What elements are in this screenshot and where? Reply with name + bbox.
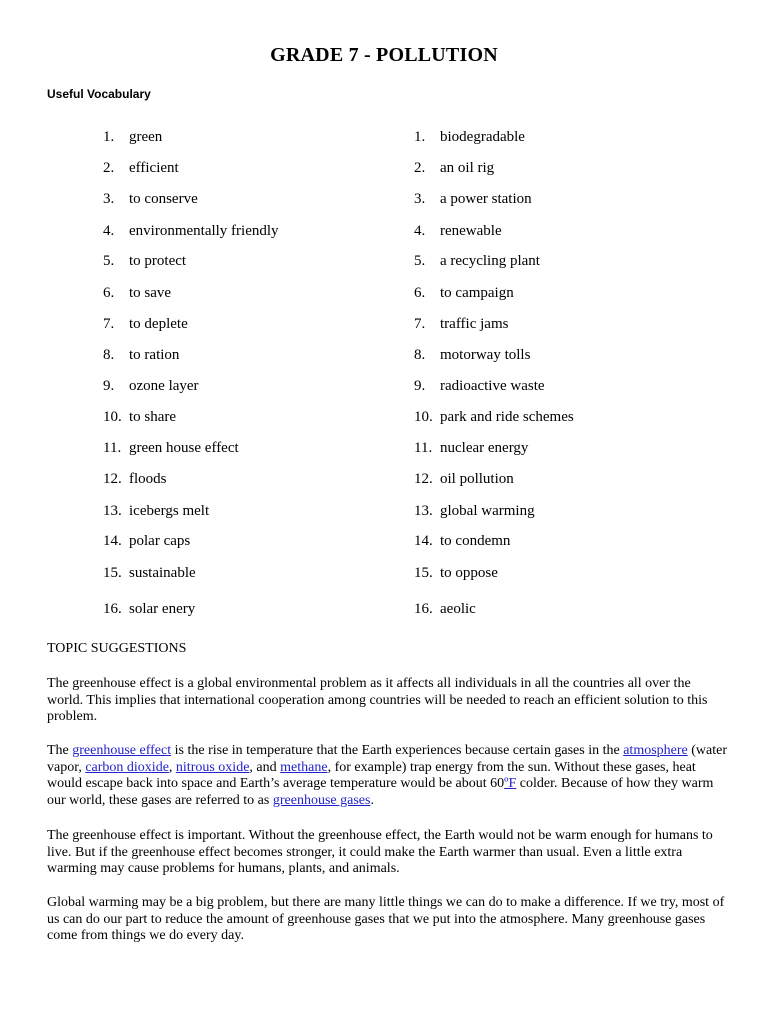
- vocab-item: [103, 281, 171, 305]
- vocab-item-number: 15.: [414, 565, 433, 581]
- para2-text: .: [370, 792, 374, 808]
- vocab-item-number: 13.: [103, 503, 122, 519]
- vocab-item-number: 5.: [103, 253, 115, 269]
- page-title: GRADE 7 - POLLUTION: [270, 44, 498, 66]
- vocab-item: [103, 561, 196, 585]
- vocab-item: [103, 125, 162, 149]
- para2-text: The: [47, 743, 73, 758]
- vocab-item-text: environmentally friendly: [129, 223, 279, 239]
- vocab-item: [414, 529, 510, 553]
- vocab-item: [103, 343, 179, 367]
- vocab-item-number: 13.: [414, 503, 433, 519]
- link-methane[interactable]: methane: [280, 759, 328, 775]
- vocab-item-text: motorway tolls: [440, 347, 531, 363]
- vocab-item-text: sustainable: [129, 565, 196, 581]
- para2-text: (water vapor,: [47, 743, 728, 775]
- vocab-item-number: 2.: [103, 160, 115, 176]
- vocab-item-text: renewable: [440, 223, 502, 239]
- para2-text: colder. Because of how they warm our world, these gases are referred to as: [47, 776, 714, 808]
- vocab-item-text: to protect: [129, 253, 187, 269]
- vocab-item-number: 5.: [414, 253, 426, 269]
- vocab-item: [414, 436, 528, 460]
- vocab-item-text: radioactive waste: [440, 378, 545, 394]
- vocab-item-number: 7.: [414, 316, 426, 332]
- vocab-item: [414, 187, 532, 211]
- vocab-item-number: 8.: [103, 347, 115, 363]
- vocab-item-text: nuclear energy: [440, 440, 529, 456]
- vocab-item-number: 12.: [414, 471, 433, 487]
- vocab-item: [414, 374, 545, 398]
- vocab-item-text: solar enery: [129, 601, 196, 617]
- link-carbon-dioxide[interactable]: carbon dioxide: [85, 759, 169, 775]
- vocab-item-number: 12.: [103, 471, 122, 487]
- vocab-item: [103, 249, 186, 273]
- paragraph-2: [47, 743, 727, 809]
- vocab-heading: Useful Vocabulary: [47, 87, 151, 101]
- vocab-item-text: floods: [129, 471, 167, 487]
- vocab-item-text: green: [129, 129, 163, 145]
- vocab-item-number: 7.: [103, 316, 115, 332]
- link-atmosphere[interactable]: atmosphere: [623, 743, 688, 758]
- vocab-item-text: to campaign: [440, 285, 514, 301]
- vocab-item-number: 6.: [103, 285, 115, 301]
- vocab-item-number: 1.: [414, 129, 426, 145]
- vocab-item-text: efficient: [129, 160, 179, 176]
- vocab-item-number: 9.: [414, 378, 426, 394]
- vocab-item: [414, 561, 498, 585]
- paragraph-1: The greenhouse effect is a global environmental problem as it affects all individuals in all the countries all over the world. This implies that international cooperation among countries will be needed to reach an efficient solution to this problem.: [47, 676, 708, 725]
- vocab-item-number: 16.: [103, 601, 122, 617]
- vocab-item: [414, 156, 494, 180]
- vocab-item-text: a recycling plant: [440, 253, 540, 269]
- vocab-item-text: ozone layer: [129, 378, 199, 394]
- vocab-item-number: 3.: [414, 191, 426, 207]
- vocab-item-text: traffic jams: [440, 316, 509, 332]
- vocab-item-text: biodegradable: [440, 129, 525, 145]
- vocab-item: [103, 312, 188, 336]
- vocab-item-text: polar caps: [129, 533, 191, 549]
- vocab-item-text: aeolic: [440, 601, 476, 617]
- vocab-item: [414, 312, 508, 336]
- vocab-item: [103, 436, 239, 460]
- para2-text: ,: [168, 759, 176, 775]
- vocab-item-text: to condemn: [440, 533, 511, 549]
- vocab-item-text: to conserve: [129, 191, 198, 207]
- vocab-item: [103, 187, 198, 211]
- vocab-item: [414, 467, 514, 491]
- vocab-item: [414, 597, 476, 621]
- vocab-item: [103, 499, 209, 523]
- vocab-item-number: 10.: [103, 409, 122, 425]
- vocab-item-text: a power station: [440, 191, 532, 207]
- vocab-item: [103, 467, 167, 491]
- vocab-item-number: 4.: [103, 223, 115, 239]
- vocab-item: [414, 219, 502, 243]
- link-greenhouse-effect[interactable]: greenhouse effect: [72, 743, 172, 758]
- para2-text: , for example) trap energy from the sun. Without these gases, heat would escape back into space and Earth’s average temperature would be about 60: [47, 759, 696, 792]
- vocab-item-text: global warming: [440, 503, 535, 519]
- vocab-item: [103, 374, 199, 398]
- vocab-item: [414, 125, 525, 149]
- vocab-item: [103, 529, 190, 553]
- vocab-item-number: 11.: [414, 440, 433, 456]
- vocab-item-text: to save: [129, 285, 172, 301]
- vocab-item: [414, 405, 574, 429]
- vocab-item: [414, 281, 514, 305]
- vocab-item-text: green house effect: [129, 440, 239, 456]
- vocab-item-text: to oppose: [440, 565, 498, 581]
- link-nitrous-oxide[interactable]: nitrous oxide: [175, 759, 250, 775]
- vocab-item: [414, 249, 540, 273]
- vocab-item-number: 9.: [103, 378, 115, 394]
- vocab-item-number: 10.: [414, 409, 433, 425]
- vocab-item-text: to ration: [129, 347, 180, 363]
- vocab-item: [414, 343, 530, 367]
- vocab-item-number: 14.: [414, 533, 433, 549]
- para2-text: , and: [249, 759, 281, 775]
- vocab-item: [103, 219, 279, 243]
- vocab-item-number: 14.: [103, 533, 122, 549]
- vocab-item: [103, 405, 176, 429]
- vocab-item-text: park and ride schemes: [440, 409, 574, 425]
- vocab-item-text: an oil rig: [440, 160, 495, 176]
- vocab-item: [414, 499, 535, 523]
- vocab-item-text: to share: [129, 409, 177, 425]
- vocab-item-number: 11.: [103, 440, 122, 456]
- vocab-item-number: 6.: [414, 285, 426, 301]
- vocab-item-text: to deplete: [129, 316, 188, 332]
- vocab-item-text: icebergs melt: [129, 503, 210, 519]
- topic-suggestions-heading: TOPIC SUGGESTIONS: [47, 641, 187, 656]
- vocab-item-text: oil pollution: [440, 471, 514, 487]
- link-greenhouse-gases[interactable]: greenhouse gases: [272, 792, 371, 808]
- vocab-item-number: 1.: [103, 129, 115, 145]
- paragraph-3: The greenhouse effect is important. Without the greenhouse effect, the Earth would not be warm enough for humans to live. But if the greenhouse effect becomes stronger, it could make the Earth warmer than usual. Even a little extra warming may cause problems for humans, plants, and animals.: [47, 828, 713, 877]
- vocab-item: [103, 156, 179, 180]
- vocab-item-number: 16.: [414, 601, 433, 617]
- vocab-item-number: 8.: [414, 347, 426, 363]
- link-degree-fahrenheit[interactable]: ºF: [504, 776, 517, 792]
- vocab-item-number: 15.: [103, 565, 122, 581]
- paragraph-4: Global warming may be a big problem, but there are many little things we can do to make a difference. If we try, most of us can do our part to reduce the amount of greenhouse gases that we put into the atmosphere. Many greenhouse gases come from things we do every day.: [47, 895, 725, 944]
- vocab-item: [103, 597, 195, 621]
- vocab-item-number: 2.: [414, 160, 426, 176]
- para2-text: is the rise in temperature that the Earth experiences because certain gases in the: [171, 743, 624, 758]
- vocab-item-number: 4.: [414, 223, 426, 239]
- vocab-item-number: 3.: [103, 191, 115, 207]
